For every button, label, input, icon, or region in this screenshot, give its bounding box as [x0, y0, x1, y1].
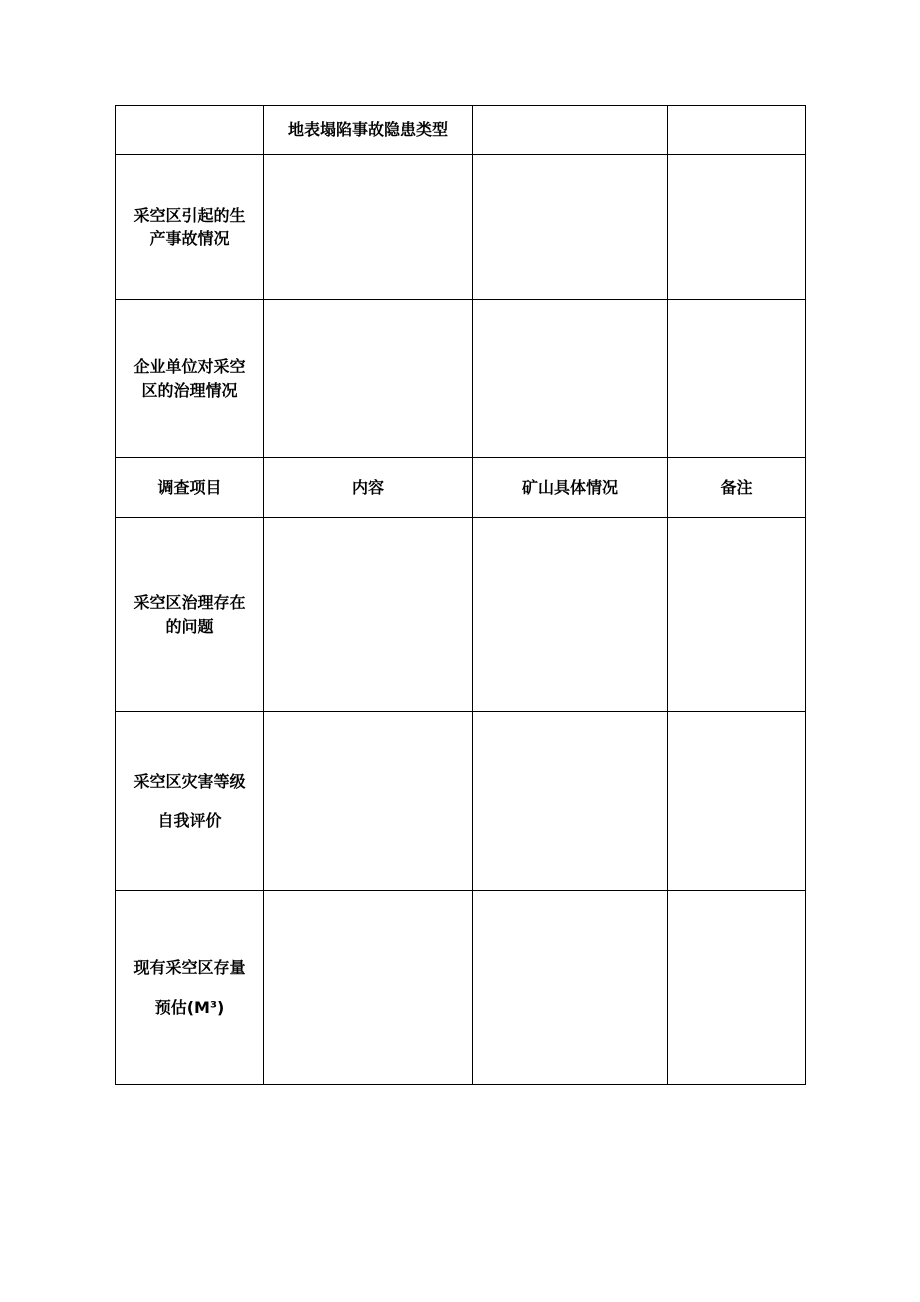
- empty-cell: [473, 891, 668, 1085]
- empty-cell: [668, 155, 806, 300]
- table-row: [116, 891, 806, 1085]
- empty-cell: [264, 518, 473, 712]
- treatment-problems-label: 采空区治理存在 的问题: [116, 518, 264, 712]
- table-row: [116, 155, 806, 300]
- goaf-volume-label: 现有采空区存量 预估(M³): [116, 891, 264, 1085]
- empty-cell: [668, 106, 806, 155]
- header-row: [116, 458, 806, 518]
- empty-cell: [668, 712, 806, 891]
- empty-cell: [264, 155, 473, 300]
- survey-table: [115, 105, 806, 1085]
- header-item: 调查项目: [116, 458, 264, 518]
- empty-cell: [668, 518, 806, 712]
- accident-situation-label: 采空区引起的生 产事故情况: [116, 155, 264, 300]
- collapse-hazard-type-cell: 地表塌陷事故隐患类型: [264, 106, 473, 155]
- table-row: [116, 518, 806, 712]
- empty-cell: [668, 300, 806, 458]
- empty-cell: [473, 712, 668, 891]
- header-mine-situation: 矿山具体情况: [473, 458, 668, 518]
- table-row: [116, 712, 806, 891]
- empty-cell: [473, 300, 668, 458]
- empty-cell: [668, 891, 806, 1085]
- empty-cell: [473, 518, 668, 712]
- empty-cell: [264, 891, 473, 1085]
- empty-cell: [264, 712, 473, 891]
- treatment-situation-label: 企业单位对采空 区的治理情况: [116, 300, 264, 458]
- hazard-grade-label: 采空区灾害等级 自我评价: [116, 712, 264, 891]
- header-remarks: 备注: [668, 458, 806, 518]
- header-content: 内容: [264, 458, 473, 518]
- table-row: [116, 300, 806, 458]
- empty-cell: [473, 106, 668, 155]
- table-row: [116, 106, 806, 155]
- empty-cell: [473, 155, 668, 300]
- empty-cell: [264, 300, 473, 458]
- empty-cell: [116, 106, 264, 155]
